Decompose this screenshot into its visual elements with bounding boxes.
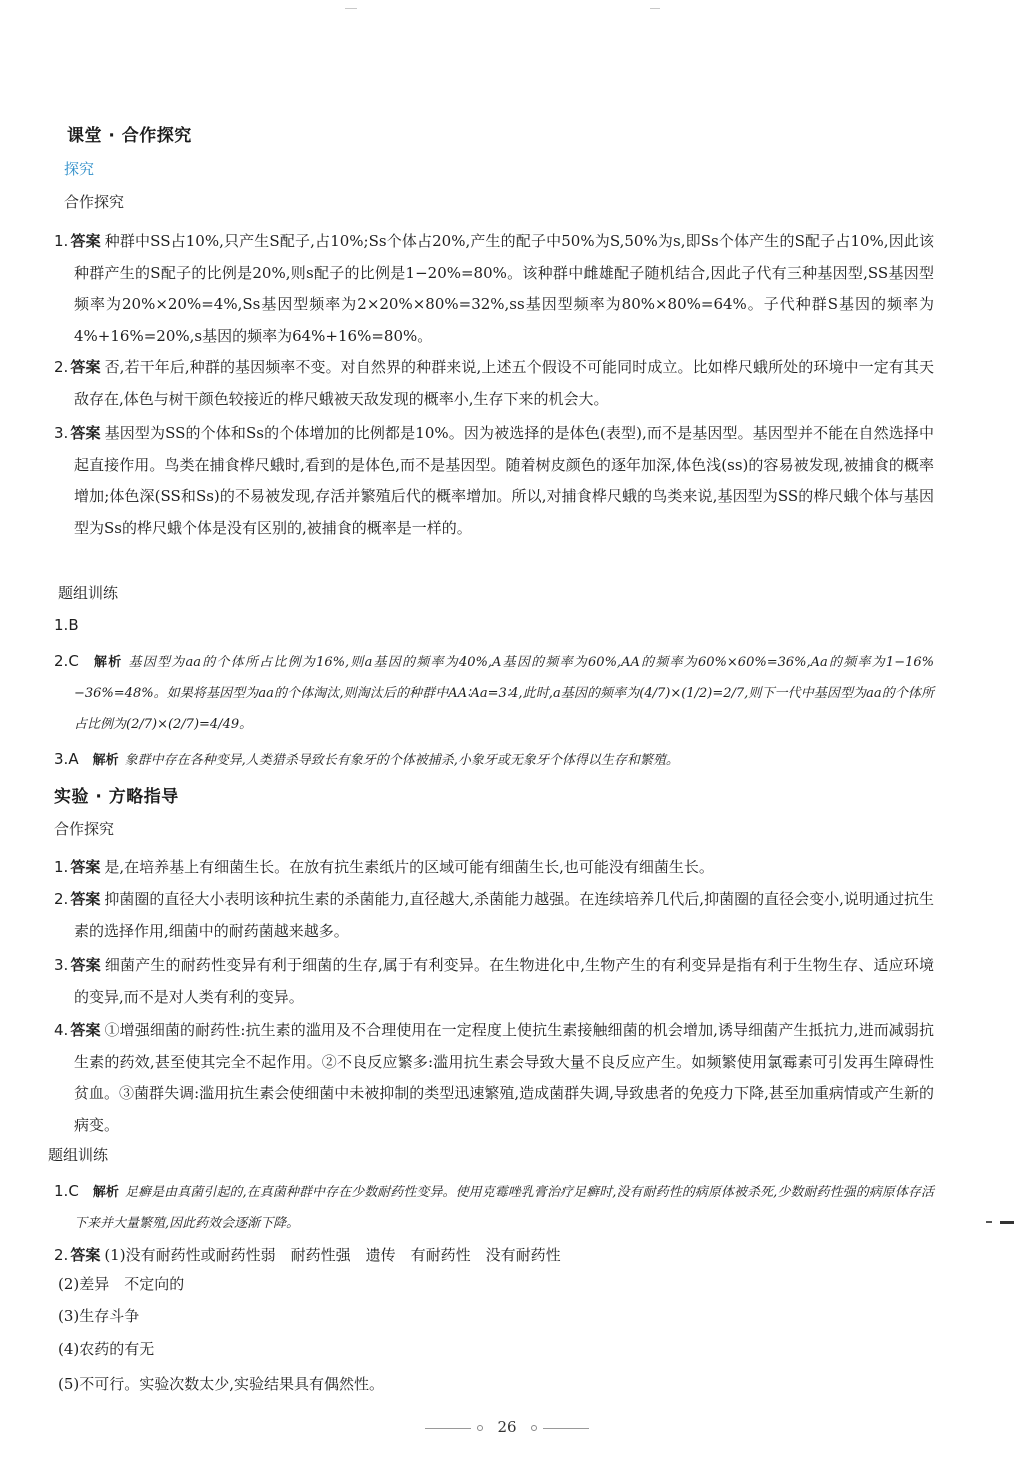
answer-text: 是,在培养基上有细菌生长。在放有抗生素纸片的区域可能有细菌生长,也可能没有细菌生长。 [104, 858, 714, 876]
answer-label: 答案 [70, 956, 101, 974]
sub-answer: (2)差异 不定向的 [58, 1275, 185, 1293]
analysis-text: 基因型为aa的个体所占比例为16%,则a基因的频率为40%,A基因的频率为60%,AA的频率为60%×60%=36%,Aa的频率为1−16%−36%=48%。如果将基因型为aa的个体淘汰,则淘汰后的种群中AA∶Aa=3∶4,此时,a基因的频率为(4/7)×(1/2)=2/7,则下一代中基因型为aa的个体所占比例为(2/7)×(2/7)=4/49。 [74, 655, 934, 732]
answer-item [54, 418, 934, 544]
answer-text: 基因型为SS的个体和Ss的个体增加的比例都是10%。因为被选择的是体色(表型),而不是基因型。基因型并不能在自然选择中起直接作用。鸟类在捕食桦尺蛾时,看到的是体色,而不是基因型。随着树皮颜色的逐年加深,体色浅(ss)的容易被发现,被捕食的概率增加;体色深(SS和Ss)的不易被发现,存活并繁殖后代的概率增加。所以,对捕食桦尺蛾的鸟类来说,基因型为SS的桦尺蛾个体与基因型为Ss的桦尺蛾个体是没有区别的,被捕食的概率是一样的。 [74, 424, 934, 537]
sub-answer: (4)农药的有无 [58, 1340, 155, 1358]
item-number: 1. [54, 858, 69, 876]
item-number: 1. [54, 616, 69, 634]
analysis-label: 解析 [92, 1185, 119, 1200]
choice-answer: C [68, 652, 79, 670]
answer-label: 答案 [70, 358, 101, 376]
answer-item [54, 1015, 934, 1141]
sub-answer: (5)不可行。实验次数太少,实验结果具有偶然性。 [58, 1375, 385, 1393]
answer-item [54, 352, 934, 415]
item-number: 2. [54, 652, 69, 670]
answer-item [54, 226, 934, 352]
item-number: 1. [54, 1182, 69, 1200]
analysis-label: 解析 [92, 655, 123, 670]
exercise-item [54, 646, 934, 740]
scan-mark [345, 8, 357, 9]
choice-answer: C [68, 1182, 79, 1200]
scan-mark [650, 8, 660, 9]
exercise-item [54, 744, 934, 776]
margin-mark [1000, 1221, 1014, 1224]
answer-label: 答案 [70, 232, 101, 250]
section-heading: 实验 · 方略指导 [54, 787, 179, 807]
margin-mark [986, 1221, 992, 1223]
analysis-text: 足癣是由真菌引起的,在真菌种群中存在少数耐药性变异。使用克霉唑乳膏治疗足癣时,没有耐药性的病原体被杀死,少数耐药性强的病原体存活下来并大量繁殖,因此药效会逐渐下降。 [74, 1185, 934, 1231]
section-heading: 课堂 · 合作探究 [67, 126, 192, 146]
sub-answer: (3)生存斗争 [58, 1307, 140, 1325]
analysis-text: 象群中存在各种变异,人类猎杀导致长有象牙的个体被捕杀,小象牙或无象牙个体得以生存和繁殖。 [124, 753, 679, 768]
answer-label: 答案 [70, 424, 101, 442]
item-number: 3. [54, 424, 69, 442]
answer-text: 细菌产生的耐药性变异有利于细菌的生存,属于有利变异。在生物进化中,生物产生的有利变异是指有利于生物生存、适应环境的变异,而不是对人类有利的变异。 [74, 956, 934, 1006]
answer-label: 答案 [70, 1021, 101, 1039]
item-number: 3. [54, 750, 69, 768]
page-footer [0, 1418, 1014, 1436]
item-number: 3. [54, 956, 69, 974]
exercise-item [54, 610, 934, 642]
footer-rule [425, 1428, 471, 1429]
footer-dot [531, 1425, 537, 1431]
item-number: 2. [54, 890, 69, 908]
subsection-heading: 探究 [64, 160, 95, 178]
page-number: 26 [497, 1418, 517, 1436]
choice-answer: B [68, 616, 79, 634]
answer-text: 否,若干年后,种群的基因频率不变。对自然界的种群来说,上述五个假设不可能同时成立。比如桦尺蛾所处的环境中一定有其天敌存在,体色与树干颜色较接近的桦尺蛾被天敌发现的概率小,生存下来的机会大。 [74, 358, 934, 408]
answer-item [54, 852, 934, 884]
item-number: 4. [54, 1021, 69, 1039]
exercise-item [54, 1240, 934, 1272]
group-heading: 合作探究 [64, 193, 125, 211]
group-heading: 题组训练 [48, 1146, 109, 1164]
exercise-item [54, 1176, 934, 1239]
answer-item [54, 950, 934, 1013]
choice-answer: A [68, 750, 79, 768]
answer-text: ①增强细菌的耐药性:抗生素的滥用及不合理使用在一定程度上使抗生素接触细菌的机会增加,诱导细菌产生抵抗力,进而减弱抗生素的药效,甚至使其完全不起作用。②不良反应繁多:滥用抗生素会导致大量不良反应产生。如频繁使用氯霉素可引发再生障碍性贫血。③菌群失调:滥用抗生素会使细菌中未被抑制的类型迅速繁殖,造成菌群失调,导致患者的免疫力下降,甚至加重病情或产生新的病变。 [74, 1021, 934, 1134]
footer-dot [477, 1425, 483, 1431]
answer-text: 种群中SS占10%,只产生S配子,占10%;Ss个体占20%,产生的配子中50%为S,50%为s,即Ss个体产生的S配子占10%,因此该种群产生的S配子的比例是20%,则s配子的比例是1−20%=80%。该种群中雌雄配子随机结合,因此子代有三种基因型,SS基因型频率为20%×20%=4%,Ss基因型频率为2×20%×80%=32%,ss基因型频率为80%×80%=64%。子代种群S基因的频率为4%+16%=20%,s基因的频率为64%+16%=80%。 [74, 232, 934, 345]
answer-label: 答案 [70, 1246, 101, 1264]
answer-text: 抑菌圈的直径大小表明该种抗生素的杀菌能力,直径越大,杀菌能力越强。在连续培养几代后,抑菌圈的直径会变小,说明通过抗生素的选择作用,细菌中的耐药菌越来越多。 [74, 890, 934, 940]
sub-answer: (1)没有耐药性或耐药性弱 耐药性强 遗传 有耐药性 没有耐药性 [104, 1246, 561, 1264]
footer-rule [543, 1428, 589, 1429]
group-heading: 题组训练 [58, 584, 119, 602]
item-number: 1. [54, 232, 69, 250]
answer-item [54, 884, 934, 947]
item-number: 2. [54, 358, 69, 376]
analysis-label: 解析 [92, 753, 119, 768]
answer-label: 答案 [70, 858, 101, 876]
answer-label: 答案 [70, 890, 101, 908]
group-heading: 合作探究 [54, 820, 115, 838]
item-number: 2. [54, 1246, 69, 1264]
